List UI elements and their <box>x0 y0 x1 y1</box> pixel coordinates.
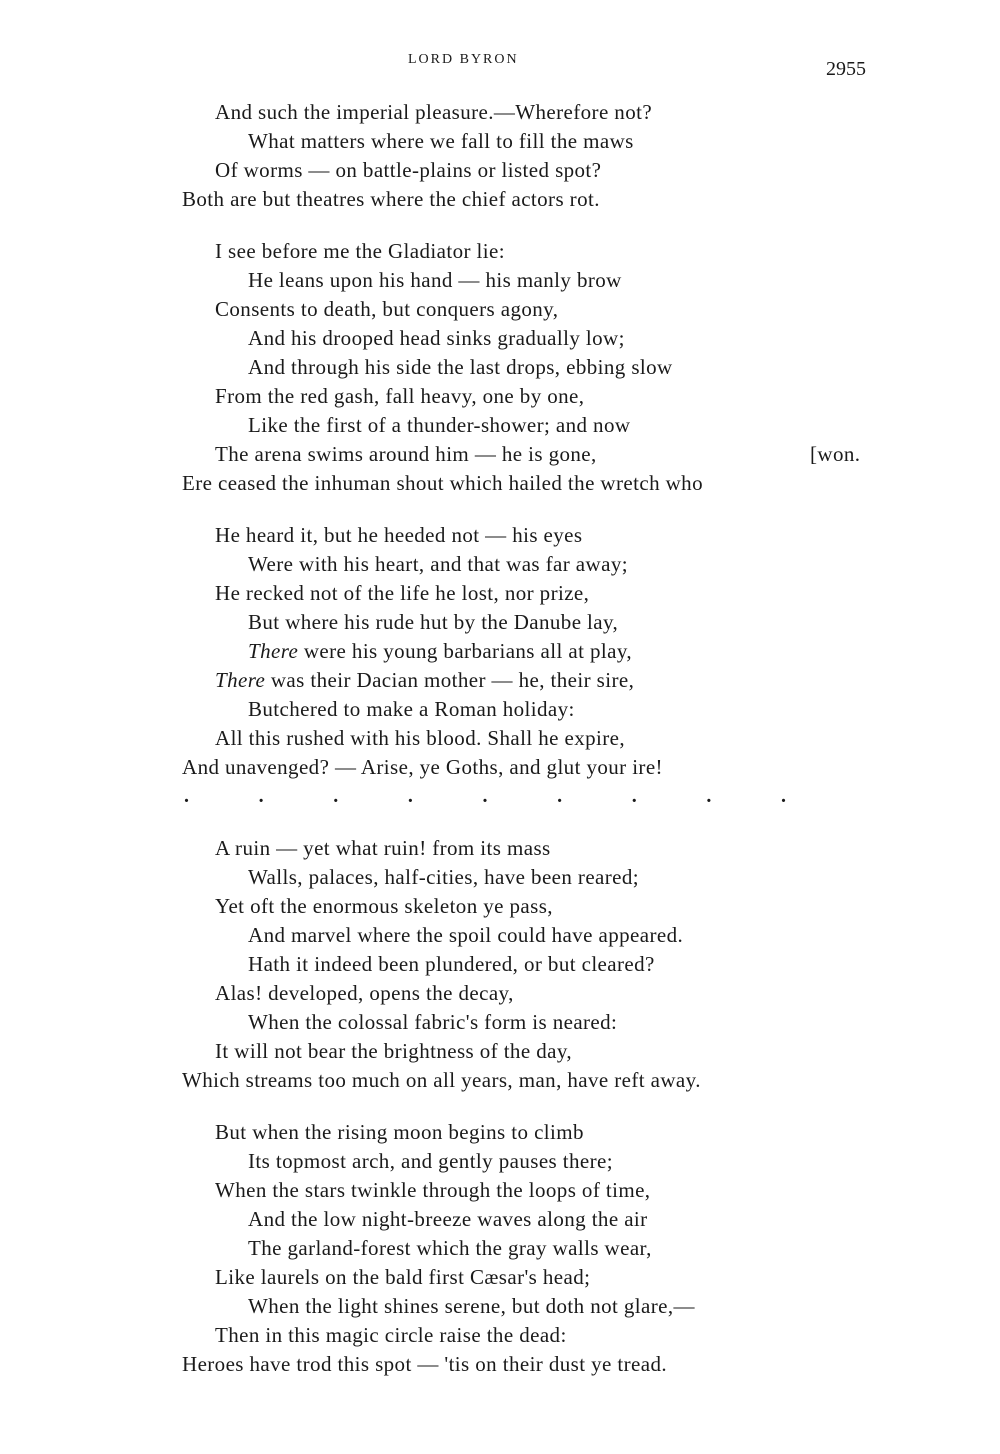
verse-line <box>182 440 902 469</box>
verse-line: And unavenged? — Arise, ye Goths, and glut your ire! <box>182 755 663 779</box>
ellipsis-dot: . <box>482 785 488 807</box>
verse-line <box>182 637 902 666</box>
verse-line: It will not bear the brightness of the day, <box>215 1039 573 1063</box>
stanza <box>182 98 902 214</box>
verse-line: When the colossal fabric's form is neared: <box>248 1010 618 1034</box>
verse-line: Were with his heart, and that was far away; <box>248 552 628 576</box>
ellipsis-dot: . <box>781 785 787 807</box>
stanza <box>182 237 902 498</box>
running-title: LORD BYRON <box>408 52 519 67</box>
verse-line: He recked not of the life he lost, nor prize, <box>215 581 590 605</box>
verse-line-text: The arena swims around him — he is gone, <box>215 442 597 466</box>
ellipsis-dot: . <box>333 785 339 807</box>
verse-line: I see before me the Gladiator lie: <box>215 239 505 263</box>
verse-line: Heroes have trod this spot — 'tis on their dust ye tread. <box>182 1352 667 1376</box>
ellipsis-dot: . <box>706 785 712 807</box>
verse-line: Like laurels on the bald first Cæsar's head; <box>215 1265 591 1289</box>
verse-line: But where his rude hut by the Danube lay, <box>248 610 619 634</box>
verse-line-text: was their Dacian mother — he, their sire, <box>265 668 635 692</box>
verse-line: And the low night-breeze waves along the air <box>248 1207 648 1231</box>
verse-line: From the red gash, fall heavy, one by one, <box>215 384 585 408</box>
verse-line: And through his side the last drops, ebbing slow <box>248 355 673 379</box>
verse-line: Of worms — on battle-plains or listed spot? <box>215 158 602 182</box>
verse-line: He leans upon his hand — his manly brow <box>248 268 622 292</box>
ellipsis-dot: . <box>631 785 638 807</box>
ellipsis-row <box>182 782 789 811</box>
verse-line: What matters where we fall to fill the maws <box>248 129 634 153</box>
verse-line: Alas! developed, opens the decay, <box>215 981 514 1005</box>
emphasis-word: There <box>248 639 299 663</box>
verse-line: A ruin — yet what ruin! from its mass <box>215 836 551 860</box>
verse-line: Both are but theatres where the chief actors rot. <box>182 187 600 211</box>
verse-line: He heard it, but he heeded not — his eyes <box>215 523 583 547</box>
verse-line: Butchered to make a Roman holiday: <box>248 697 575 721</box>
stanza <box>182 521 902 811</box>
verse-line: Yet oft the enormous skeleton ye pass, <box>215 894 553 918</box>
verse-line: Walls, palaces, half-cities, have been reared; <box>248 865 640 889</box>
verse-line: The garland-forest which the gray walls wear, <box>248 1236 652 1260</box>
emphasis-word: There <box>215 668 266 692</box>
page-number: 2955 <box>826 58 866 80</box>
verse-line: And marvel where the spoil could have appeared. <box>248 923 684 947</box>
verse-line: Ere ceased the inhuman shout which hailed the wretch who <box>182 471 703 495</box>
ellipsis-dot: . <box>184 785 190 807</box>
poem-body <box>182 98 902 1379</box>
verse-line: Consents to death, but conquers agony, <box>215 297 559 321</box>
verse-line: And his drooped head sinks gradually low; <box>248 326 625 350</box>
stanza <box>182 1118 902 1379</box>
verse-line: All this rushed with his blood. Shall he expire, <box>215 726 625 750</box>
turnover-word: [won. <box>810 442 861 466</box>
verse-line: But when the rising moon begins to climb <box>215 1120 584 1144</box>
verse-line: And such the imperial pleasure.—Wherefore not? <box>215 100 653 124</box>
ellipsis-dot: . <box>258 785 265 807</box>
verse-line: When the light shines serene, but doth not glare,— <box>248 1294 695 1318</box>
verse-line: Hath it indeed been plundered, or but cleared? <box>248 952 655 976</box>
page-header <box>0 52 1000 80</box>
ellipsis-dot: . <box>557 785 563 807</box>
verse-line: When the stars twinkle through the loops of time, <box>215 1178 651 1202</box>
verse-line: Then in this magic circle raise the dead: <box>215 1323 567 1347</box>
ellipsis-dot: . <box>407 785 414 807</box>
stanza <box>182 834 902 1095</box>
verse-line <box>182 666 902 695</box>
verse-line: Like the first of a thunder-shower; and now <box>248 413 631 437</box>
verse-line-text: were his young barbarians all at play, <box>298 639 633 663</box>
verse-line: Its topmost arch, and gently pauses there; <box>248 1149 613 1173</box>
verse-line: Which streams too much on all years, man, have reft away. <box>182 1068 701 1092</box>
